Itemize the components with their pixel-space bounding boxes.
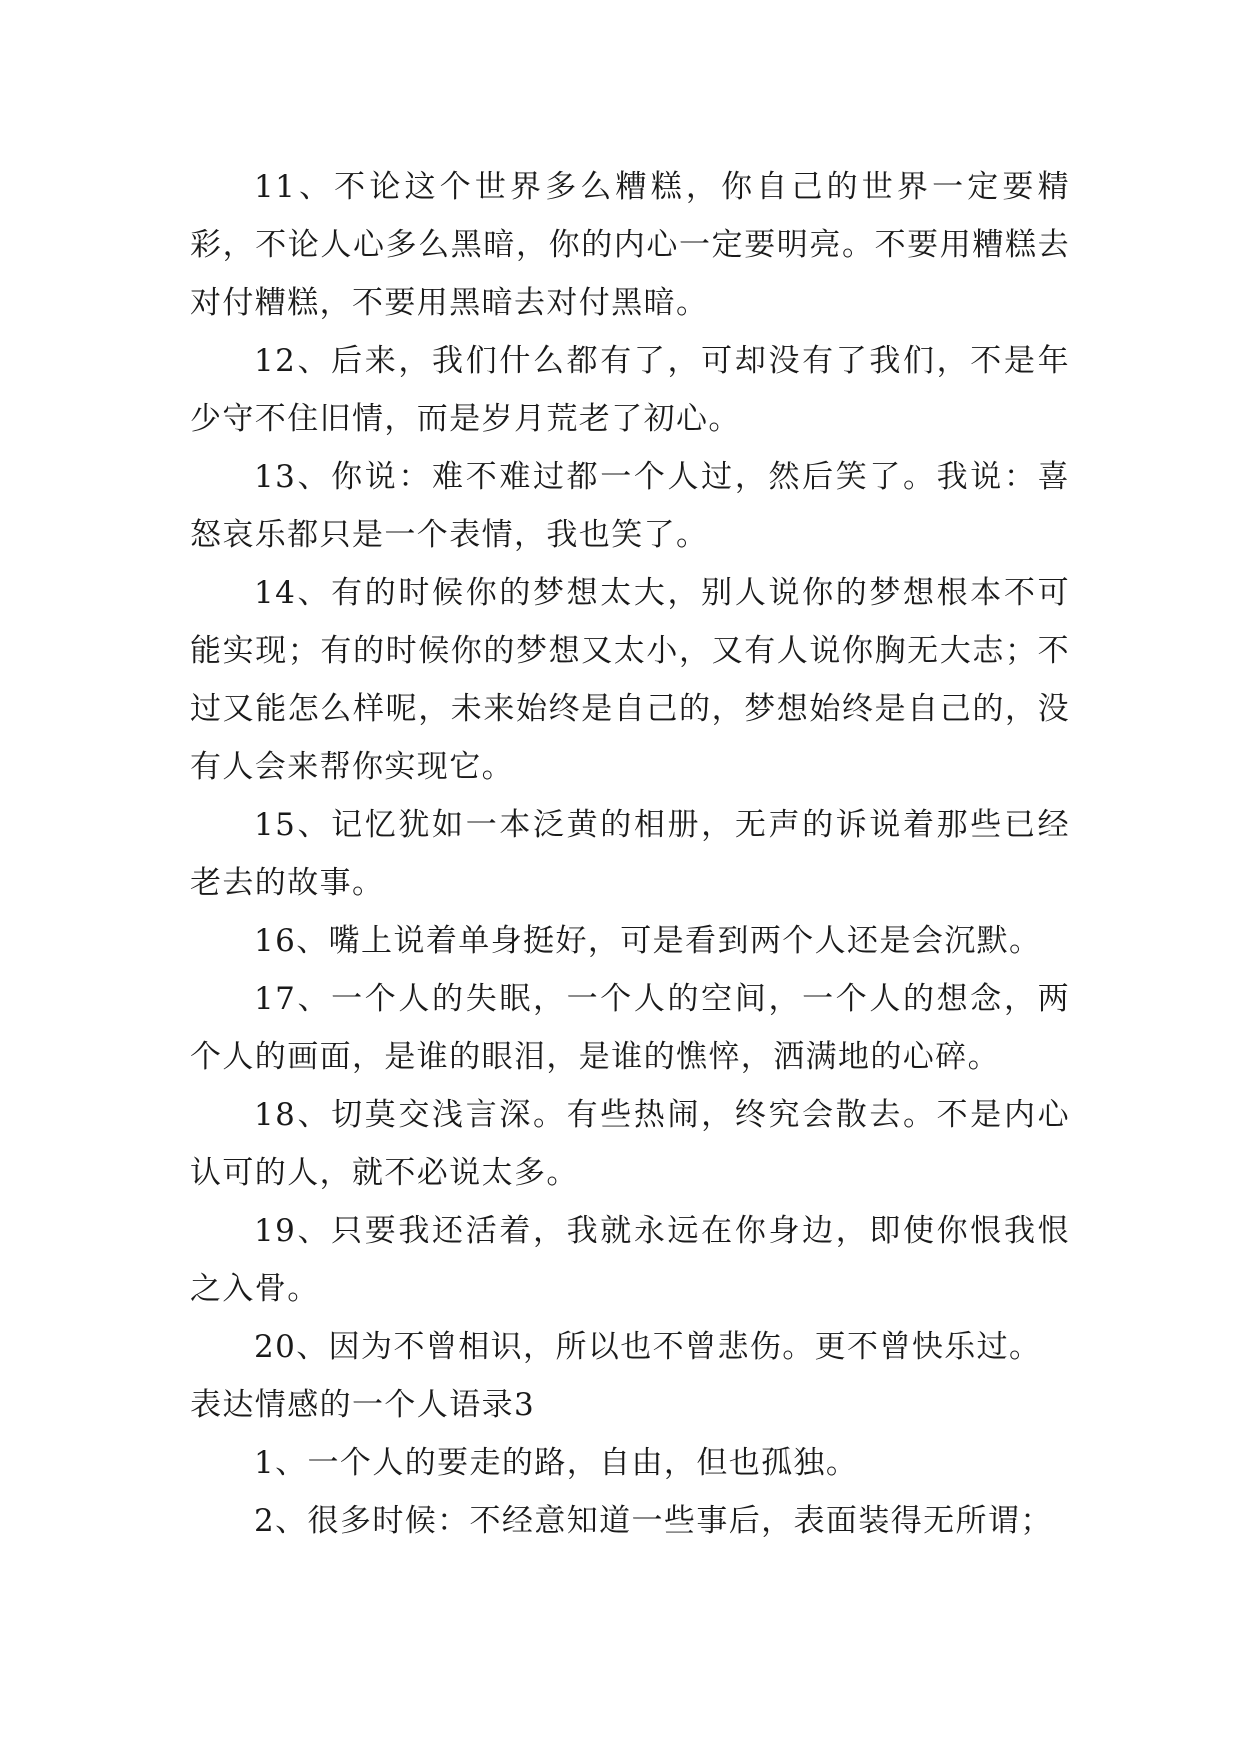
paragraph-14: 14、有的时候你的梦想太大，别人说你的梦想根本不可能实现；有的时候你的梦想又太小，又有人说你胸无大志；不过又能怎么样呢，未来始终是自己的，梦想始终是自己的，没有人会来帮你实现它。 xyxy=(190,575,1070,785)
paragraph-11: 11、不论这个世界多么糟糕，你自己的世界一定要精彩，不论人心多么黑暗，你的内心一定要明亮。不要用糟糕去对付糟糕，不要用黑暗去对付黑暗。 xyxy=(190,169,1070,321)
section-paragraph-2: 2、很多时候：不经意知道一些事后，表面装得无所谓； xyxy=(254,1503,1053,1539)
paragraph-13: 13、你说：难不难过都一个人过，然后笑了。我说：喜怒哀乐都只是一个表情，我也笑了。 xyxy=(190,459,1070,553)
document-page xyxy=(190,158,1070,1550)
section-paragraph-1: 1、一个人的要走的路，自由，但也孤独。 xyxy=(254,1445,859,1481)
paragraph-18: 18、切莫交浅言深。有些热闹，终究会散去。不是内心认可的人，就不必说太多。 xyxy=(190,1097,1070,1191)
paragraph-17: 17、一个人的失眠，一个人的空间，一个人的想念，两个人的画面，是谁的眼泪，是谁的憔悴，洒满地的心碎。 xyxy=(190,981,1070,1075)
paragraph-15: 15、记忆犹如一本泛黄的相册，无声的诉说着那些已经老去的故事。 xyxy=(190,807,1070,901)
paragraph-12: 12、后来，我们什么都有了，可却没有了我们，不是年少守不住旧情，而是岁月荒老了初心。 xyxy=(190,343,1070,437)
section-heading: 表达情感的一个人语录3 xyxy=(190,1387,536,1423)
paragraph-19: 19、只要我还活着，我就永远在你身边，即使你恨我恨之入骨。 xyxy=(190,1213,1070,1307)
paragraph-20: 20、因为不曾相识，所以也不曾悲伤。更不曾快乐过。 xyxy=(254,1329,1042,1365)
paragraph-16: 16、嘴上说着单身挺好，可是看到两个人还是会沉默。 xyxy=(254,923,1042,959)
